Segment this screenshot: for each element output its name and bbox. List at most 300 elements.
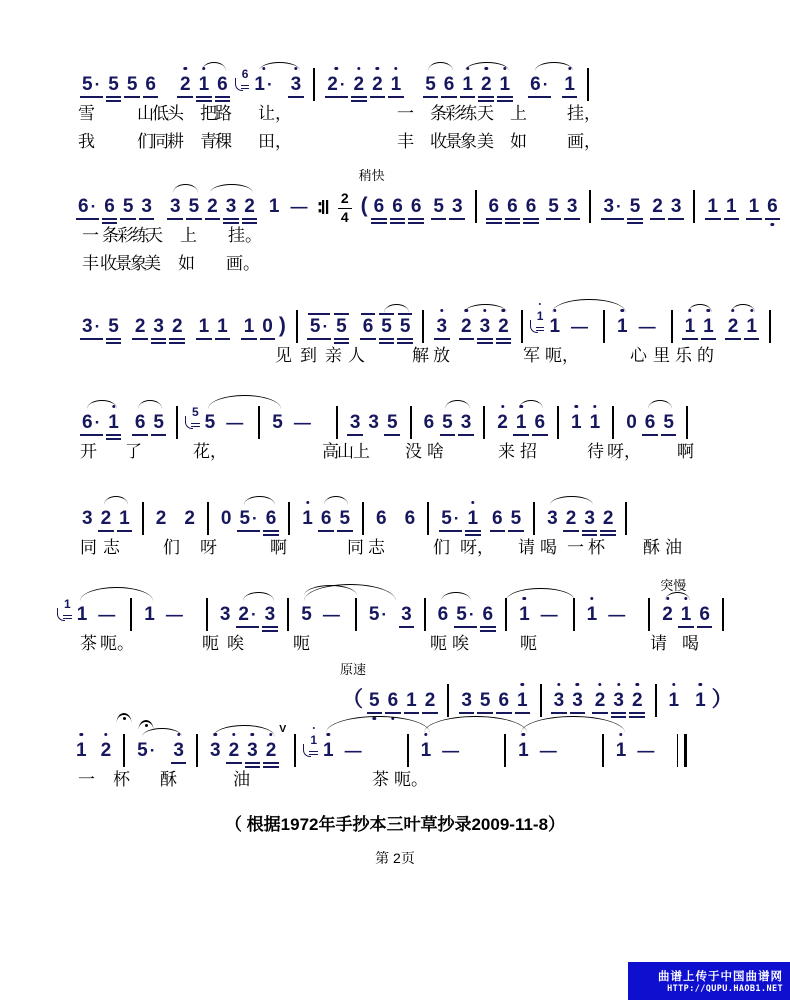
notation-row bbox=[72, 712, 790, 760]
octave-dot-high bbox=[440, 309, 443, 312]
slur-arc bbox=[304, 584, 396, 601]
beam-underline bbox=[508, 530, 524, 532]
note-number: 2 bbox=[353, 74, 365, 95]
beam-underline bbox=[490, 530, 506, 532]
octave-dot-high bbox=[394, 67, 397, 70]
note-number: 6 bbox=[488, 196, 500, 217]
beam-underline bbox=[132, 338, 148, 340]
note bbox=[301, 605, 312, 624]
note-number: — bbox=[290, 197, 308, 216]
note-number: 0 bbox=[626, 412, 637, 433]
note bbox=[703, 317, 714, 336]
note-number: 6 bbox=[145, 74, 156, 95]
note-number: 6 bbox=[387, 690, 399, 711]
note bbox=[645, 413, 656, 432]
beam-underline bbox=[307, 338, 330, 340]
duration-dash bbox=[166, 606, 183, 624]
beam-underline bbox=[697, 626, 713, 628]
note bbox=[381, 317, 392, 336]
beam-underline bbox=[477, 338, 493, 340]
beam-underline bbox=[439, 530, 462, 532]
note bbox=[498, 691, 509, 710]
lyric-syllable: 丰 bbox=[82, 254, 99, 273]
note bbox=[369, 691, 380, 710]
note bbox=[353, 75, 364, 94]
octave-dot-high bbox=[666, 597, 669, 600]
beam-underline bbox=[678, 626, 694, 628]
lyrics-line bbox=[58, 629, 790, 652]
beam-underline bbox=[177, 96, 193, 98]
note bbox=[77, 605, 88, 624]
note-number: 1 bbox=[549, 316, 561, 337]
duration-dash bbox=[294, 414, 311, 432]
note-number: 3 bbox=[349, 412, 361, 433]
lyric-syllable: 茶 bbox=[80, 634, 97, 653]
lyrics-line bbox=[78, 533, 790, 556]
note bbox=[571, 413, 582, 432]
note-number: 3 bbox=[461, 690, 472, 711]
octave-dot-high bbox=[424, 733, 427, 736]
note bbox=[630, 197, 641, 216]
beam-underline bbox=[650, 218, 666, 220]
note-number: 0 bbox=[262, 316, 273, 337]
beam-underline bbox=[668, 218, 684, 220]
note bbox=[421, 741, 432, 760]
note bbox=[516, 413, 527, 432]
note bbox=[217, 75, 228, 94]
note bbox=[549, 317, 560, 336]
lyric-syllable: 路 bbox=[215, 104, 232, 123]
note bbox=[433, 197, 444, 216]
lyric-syllable: 解 bbox=[412, 346, 429, 365]
note bbox=[663, 413, 674, 432]
note-number: 1 bbox=[268, 196, 280, 217]
note-number: 5 bbox=[548, 196, 559, 217]
note-number: 5 bbox=[301, 604, 312, 625]
octave-dot-high bbox=[485, 67, 488, 70]
notation-row bbox=[78, 480, 790, 528]
beam-underline bbox=[441, 96, 457, 98]
music-system bbox=[0, 576, 790, 652]
slur-arc bbox=[324, 496, 349, 505]
music-system bbox=[0, 712, 790, 788]
note-number: 5 bbox=[425, 74, 436, 95]
note bbox=[392, 197, 403, 216]
note-number: 1 bbox=[390, 74, 402, 95]
beam-underline bbox=[262, 626, 278, 628]
duration-dash bbox=[608, 606, 625, 624]
note-number: — bbox=[293, 413, 311, 432]
duration-dash bbox=[442, 742, 459, 760]
lyric-syllable: 田， bbox=[258, 132, 292, 151]
beam-underline bbox=[347, 434, 363, 436]
barline bbox=[603, 310, 605, 343]
note-number: 5 bbox=[82, 74, 93, 95]
note bbox=[101, 509, 112, 528]
lyric-syllable: 雪 bbox=[78, 104, 95, 123]
beam-underline bbox=[724, 218, 740, 220]
lyric-syllable: 唉 bbox=[452, 634, 469, 653]
note-number: 1 bbox=[462, 74, 473, 95]
note bbox=[135, 413, 146, 432]
lyric-syllable: 呃 bbox=[293, 634, 310, 653]
slur-arc bbox=[648, 400, 673, 409]
note bbox=[108, 413, 119, 432]
lyric-syllable: 耕 bbox=[167, 132, 184, 151]
lyric-syllable: 画。 bbox=[226, 254, 260, 273]
lyric-syllable: 呃 bbox=[520, 634, 537, 653]
duration-dash bbox=[541, 606, 558, 624]
octave-dot-high bbox=[214, 733, 217, 736]
note-number: 6 bbox=[392, 196, 403, 217]
lyric-syllable: 稞 bbox=[215, 132, 232, 151]
barline bbox=[424, 598, 426, 631]
barline bbox=[648, 598, 650, 631]
lyric-syllable: 青 bbox=[200, 132, 217, 151]
beam-underline bbox=[63, 615, 72, 616]
note-number: 5 bbox=[368, 604, 380, 625]
lyric-syllable: 挂。 bbox=[228, 226, 262, 245]
note bbox=[310, 317, 328, 336]
lyric-syllable: 呀， bbox=[607, 442, 641, 461]
note-number: 5 bbox=[433, 196, 444, 217]
octave-dot-high bbox=[202, 67, 205, 70]
note-number: 3 bbox=[479, 316, 491, 337]
lyric-syllable: 油 bbox=[233, 770, 250, 789]
beam-underline bbox=[309, 754, 318, 755]
barline bbox=[557, 406, 559, 439]
note-number: 2 bbox=[652, 196, 663, 217]
note-number: 5 bbox=[188, 196, 200, 217]
barline bbox=[521, 310, 523, 343]
augmentation-dot: · bbox=[468, 605, 475, 624]
slur-arc bbox=[506, 588, 575, 601]
slur-arc bbox=[384, 304, 410, 313]
note bbox=[104, 197, 115, 216]
slur-arc bbox=[519, 400, 544, 409]
music-system bbox=[0, 288, 790, 364]
note-number: 1 bbox=[310, 733, 317, 747]
slur-arc bbox=[202, 62, 227, 71]
overline bbox=[361, 313, 376, 315]
augmentation-dot: · bbox=[381, 605, 388, 624]
note-number: 5 bbox=[126, 74, 138, 95]
note-number: 2 bbox=[134, 316, 146, 337]
lyric-syllable: 的 bbox=[697, 346, 714, 365]
note bbox=[82, 413, 100, 432]
fermata-icon bbox=[117, 713, 132, 723]
note bbox=[226, 197, 237, 216]
duration-dash bbox=[637, 742, 654, 760]
slur-arc bbox=[173, 184, 199, 193]
octave-dot-high bbox=[707, 309, 710, 312]
note-number: 1 bbox=[707, 196, 718, 217]
lyric-syllable: 酥 bbox=[160, 770, 177, 789]
lyric-syllable: 招 bbox=[520, 442, 537, 461]
parenthesis bbox=[712, 689, 733, 710]
note bbox=[170, 197, 181, 216]
lyric-syllable: 呃， bbox=[545, 346, 579, 365]
barline bbox=[410, 406, 412, 439]
beam-underline bbox=[260, 338, 276, 340]
barline bbox=[313, 68, 315, 101]
lyric-syllable: 请 bbox=[650, 634, 667, 653]
note bbox=[210, 741, 221, 760]
duration-dash bbox=[639, 318, 656, 336]
beam-underline bbox=[480, 626, 496, 628]
lyric-syllable: 茶 bbox=[372, 770, 389, 789]
note bbox=[127, 75, 138, 94]
octave-dot-high bbox=[357, 67, 360, 70]
note-number: 1 bbox=[571, 412, 582, 433]
note bbox=[262, 317, 273, 336]
notation-row bbox=[78, 46, 790, 94]
note bbox=[350, 413, 361, 432]
barline bbox=[612, 406, 614, 439]
lyrics-line bbox=[78, 99, 790, 122]
note-number: — bbox=[322, 605, 340, 624]
note-number: — bbox=[98, 605, 116, 624]
note bbox=[145, 75, 156, 94]
beam-underline bbox=[236, 626, 259, 628]
beam-underline bbox=[325, 96, 348, 98]
beam-underline bbox=[80, 338, 103, 340]
note-number: 2 bbox=[155, 508, 167, 529]
note bbox=[590, 413, 601, 432]
beam-underline bbox=[124, 96, 140, 98]
note bbox=[438, 605, 449, 624]
note-number: 2 bbox=[594, 690, 606, 711]
beam-underline bbox=[106, 338, 122, 340]
overline bbox=[334, 313, 349, 315]
beam-underline bbox=[384, 434, 400, 436]
barline bbox=[602, 734, 604, 767]
final-barline bbox=[677, 734, 687, 767]
barline bbox=[427, 502, 429, 535]
note bbox=[336, 317, 347, 336]
note-number: 6 bbox=[241, 67, 249, 81]
note-number: 3 bbox=[169, 196, 181, 217]
note-number: 3 bbox=[225, 196, 237, 217]
note bbox=[567, 197, 578, 216]
augmentation-dot: · bbox=[616, 197, 622, 216]
barline bbox=[422, 310, 424, 343]
lyric-syllable: 呃。 bbox=[100, 634, 134, 653]
lyric-syllable: 上 bbox=[353, 442, 370, 461]
barline bbox=[505, 598, 507, 631]
note-number: 1 bbox=[684, 316, 696, 337]
grace-note bbox=[310, 732, 317, 748]
lyric-syllable: 没 bbox=[405, 442, 422, 461]
octave-dot-high bbox=[568, 67, 571, 70]
octave-dot-high bbox=[684, 597, 687, 600]
note-number: 6 bbox=[217, 74, 228, 95]
note bbox=[220, 605, 231, 624]
note-number: 6 bbox=[404, 508, 416, 529]
note-number: 2 bbox=[372, 74, 383, 95]
note-number: 5 bbox=[336, 316, 347, 337]
lyric-syllable: 彩 bbox=[117, 226, 134, 245]
lyric-syllable: 心 bbox=[630, 346, 647, 365]
note bbox=[681, 605, 692, 624]
beam-underline bbox=[318, 530, 334, 532]
lyric-syllable: 条 bbox=[102, 226, 119, 245]
time-sig-numerator: 2 bbox=[338, 191, 352, 208]
note-number: 2 bbox=[244, 196, 255, 217]
lyric-syllable: 一 bbox=[567, 538, 584, 557]
beam-underline bbox=[76, 218, 99, 220]
augmentation-dot: · bbox=[542, 75, 549, 94]
note bbox=[266, 741, 277, 760]
octave-dot-high bbox=[306, 501, 309, 504]
beam-underline bbox=[705, 218, 721, 220]
lyric-syllable: 美 bbox=[144, 254, 161, 273]
beam-underline bbox=[454, 626, 477, 628]
parenthesis bbox=[340, 662, 367, 711]
note-number: 3 bbox=[219, 604, 231, 625]
augmentation-dot: · bbox=[251, 605, 257, 624]
note-number: 1 bbox=[243, 316, 255, 337]
note-number: 1 bbox=[695, 690, 706, 711]
note-number: 5 bbox=[239, 508, 251, 529]
beam-underline bbox=[434, 338, 450, 340]
note bbox=[534, 413, 545, 432]
note-number: 3 bbox=[264, 604, 276, 625]
beam-underline bbox=[263, 530, 279, 532]
octave-dot-high bbox=[502, 309, 505, 312]
note-number: 6 bbox=[376, 508, 387, 529]
note bbox=[632, 691, 643, 710]
note-number: 5 bbox=[204, 412, 216, 433]
augmentation-dot: · bbox=[94, 317, 101, 336]
note-number: 1 bbox=[515, 412, 527, 433]
note bbox=[153, 317, 164, 336]
beam-underline bbox=[337, 530, 353, 532]
note bbox=[519, 605, 530, 624]
note bbox=[441, 509, 459, 528]
beam-underline bbox=[370, 96, 386, 98]
note-number: — bbox=[571, 317, 589, 336]
note-number: 5 bbox=[272, 412, 283, 433]
note bbox=[173, 741, 184, 760]
note-number: 2 bbox=[100, 740, 112, 761]
note-number: 2 bbox=[727, 316, 739, 337]
lyric-syllable: 放 bbox=[433, 346, 450, 365]
note bbox=[369, 605, 387, 624]
note-number: 1 bbox=[76, 740, 87, 761]
note-number: 6 bbox=[410, 196, 422, 217]
beam-underline bbox=[532, 434, 548, 436]
beam-underline bbox=[263, 762, 279, 764]
beam-underline bbox=[546, 218, 562, 220]
note bbox=[388, 691, 399, 710]
note bbox=[82, 75, 100, 94]
barline bbox=[483, 406, 485, 439]
note bbox=[707, 197, 718, 216]
lyric-syllable: 乐 bbox=[675, 346, 692, 365]
lyric-syllable: 彩 bbox=[445, 104, 462, 123]
duration-dash bbox=[540, 742, 557, 760]
note bbox=[254, 75, 272, 94]
octave-dot-high bbox=[523, 597, 526, 600]
octave-dot-high bbox=[593, 405, 596, 408]
beam-underline bbox=[237, 530, 260, 532]
note-number: 1 bbox=[144, 604, 155, 625]
grace-note bbox=[192, 404, 199, 420]
beam-underline bbox=[627, 218, 643, 220]
note bbox=[603, 197, 621, 216]
beam-underline bbox=[241, 85, 250, 86]
octave-dot-high bbox=[576, 683, 579, 686]
lyric-syllable: 啊 bbox=[270, 538, 287, 557]
note-number: 3 bbox=[603, 196, 615, 217]
note bbox=[374, 197, 385, 216]
note bbox=[265, 605, 276, 624]
parenthesis bbox=[358, 168, 385, 217]
note bbox=[626, 413, 637, 432]
note bbox=[616, 741, 627, 760]
slur-arc bbox=[552, 299, 627, 313]
tempo-marking: 原速 bbox=[340, 662, 367, 677]
beam-underline bbox=[440, 434, 456, 436]
lyric-syllable: 天 bbox=[146, 226, 163, 245]
lyric-syllable: 丰 bbox=[397, 132, 414, 151]
music-system bbox=[0, 384, 790, 460]
note-number: 5 bbox=[339, 508, 351, 529]
barline bbox=[362, 502, 364, 535]
note bbox=[339, 509, 350, 528]
lyrics-line bbox=[78, 437, 790, 460]
beam-underline bbox=[106, 434, 122, 436]
note-number: — bbox=[638, 317, 656, 336]
note-number: 5 bbox=[191, 405, 199, 419]
slur-arc bbox=[326, 716, 431, 733]
note-number: 3 bbox=[82, 316, 93, 337]
barline bbox=[671, 310, 673, 343]
note bbox=[247, 741, 258, 760]
note-number: 3 bbox=[547, 508, 558, 529]
note bbox=[363, 317, 374, 336]
augmentation-dot: · bbox=[322, 317, 329, 336]
note bbox=[108, 75, 119, 94]
beam-underline bbox=[80, 96, 103, 98]
octave-dot-high bbox=[699, 683, 702, 686]
note-number: 2 bbox=[327, 74, 338, 95]
note-number: 2 bbox=[207, 196, 218, 217]
note-number: 5 bbox=[456, 604, 467, 625]
beam-underline bbox=[564, 218, 580, 220]
note-number: 6 bbox=[265, 508, 277, 529]
note-number: 5 bbox=[479, 690, 491, 711]
barline bbox=[130, 598, 132, 631]
note bbox=[507, 197, 518, 216]
lyric-syllable: 把 bbox=[200, 104, 217, 123]
augmentation-dot: · bbox=[339, 75, 346, 94]
note bbox=[613, 691, 624, 710]
note-number: 1 bbox=[467, 508, 479, 529]
beam-underline bbox=[132, 434, 148, 436]
note bbox=[368, 413, 379, 432]
note bbox=[199, 75, 210, 94]
note bbox=[141, 197, 152, 216]
note bbox=[461, 691, 472, 710]
barline bbox=[176, 406, 178, 439]
note-number: 3 bbox=[368, 412, 379, 433]
note-number: 1 bbox=[615, 740, 627, 761]
note-number: — bbox=[608, 605, 626, 624]
note-number: 2 bbox=[631, 690, 643, 711]
note-number: 5 bbox=[629, 196, 641, 217]
